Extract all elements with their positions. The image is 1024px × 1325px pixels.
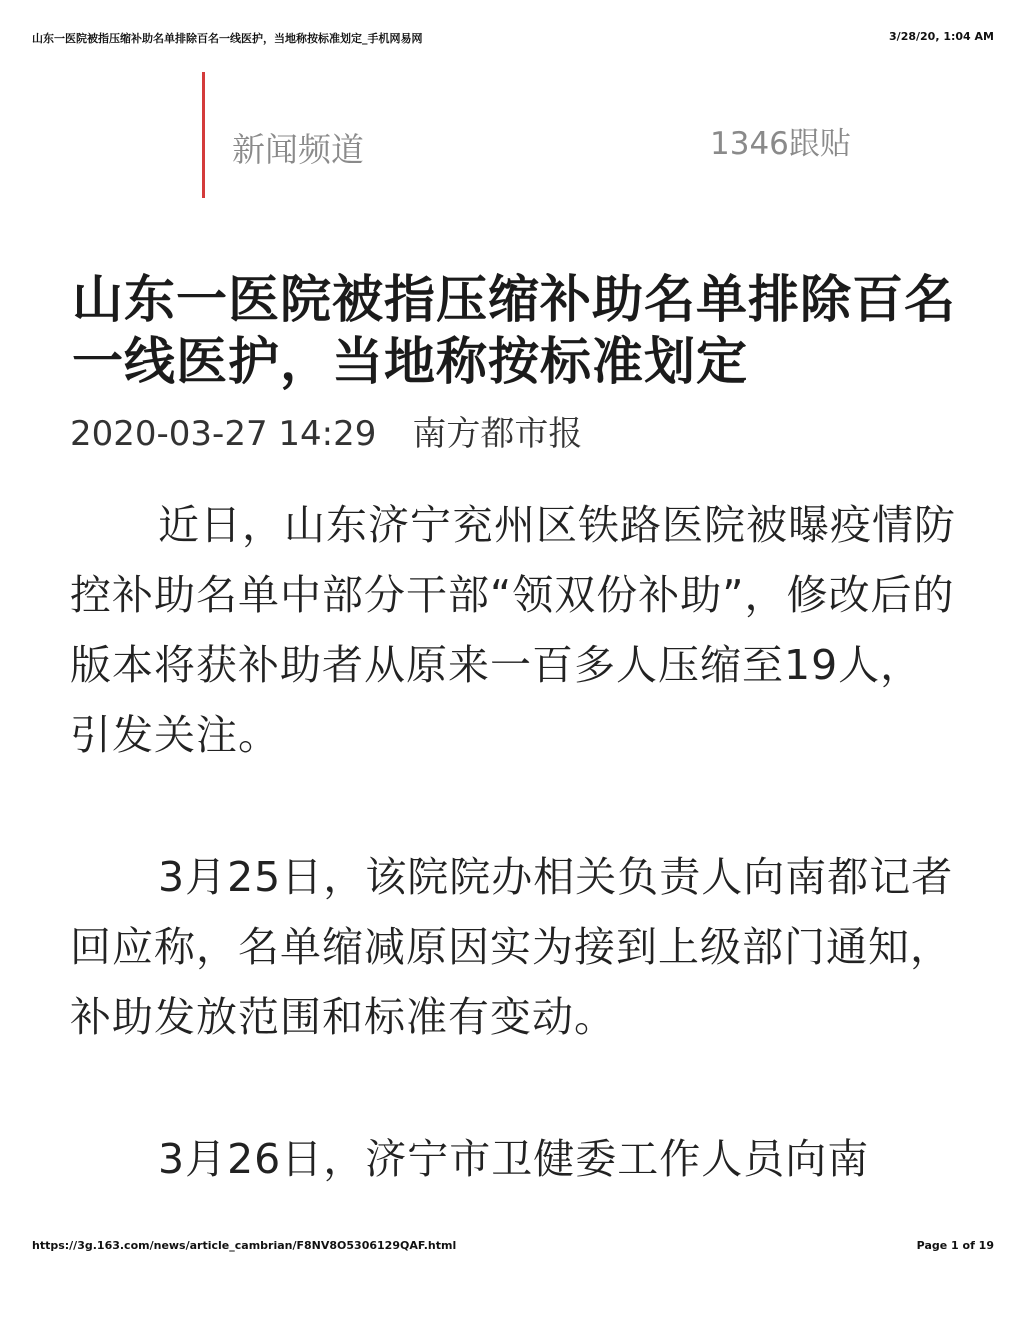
article-paragraph: 3月26日，济宁市卫健委工作人员向南 bbox=[158, 1135, 870, 1183]
print-footer bbox=[32, 1239, 994, 1255]
page-number: Page 1 of 19 bbox=[916, 1239, 994, 1252]
print-header bbox=[32, 30, 994, 46]
article-paragraph: 3月25日，该院院办相关负责人向南都记者回应称，名单缩减原因实为接到上级部门通知，补助发放范围和标准有变动。 bbox=[70, 853, 954, 1041]
channel-link[interactable]: 新闻频道 bbox=[232, 130, 364, 169]
article-paragraph: 近日，山东济宁兖州区铁路医院被曝疫情防控补助名单中部分干部“领双份补助”，修改后的版本将获补助者从原来一百多人压缩至19人，引发关注。 bbox=[70, 501, 956, 759]
channel-accent-bar bbox=[202, 72, 205, 198]
article-source: 南方都市报 bbox=[412, 414, 583, 454]
comment-count-link[interactable]: 1346跟贴 bbox=[710, 126, 851, 162]
article-headline: 山东一医院被指压缩补助名单排除百名一线医护，当地称按标准划定 bbox=[72, 271, 957, 392]
publish-date: 2020-03-27 14:29 bbox=[70, 414, 377, 454]
article-meta bbox=[70, 406, 582, 455]
print-page-title: 山东一医院被指压缩补助名单排除百名一线医护，当地称按标准划定_手机网易网 bbox=[32, 32, 423, 45]
print-datetime: 3/28/20, 1:04 AM bbox=[889, 30, 994, 43]
print-url: https://3g.163.com/news/article_cambrian/F8NV8O5306129QAF.html bbox=[32, 1239, 457, 1252]
